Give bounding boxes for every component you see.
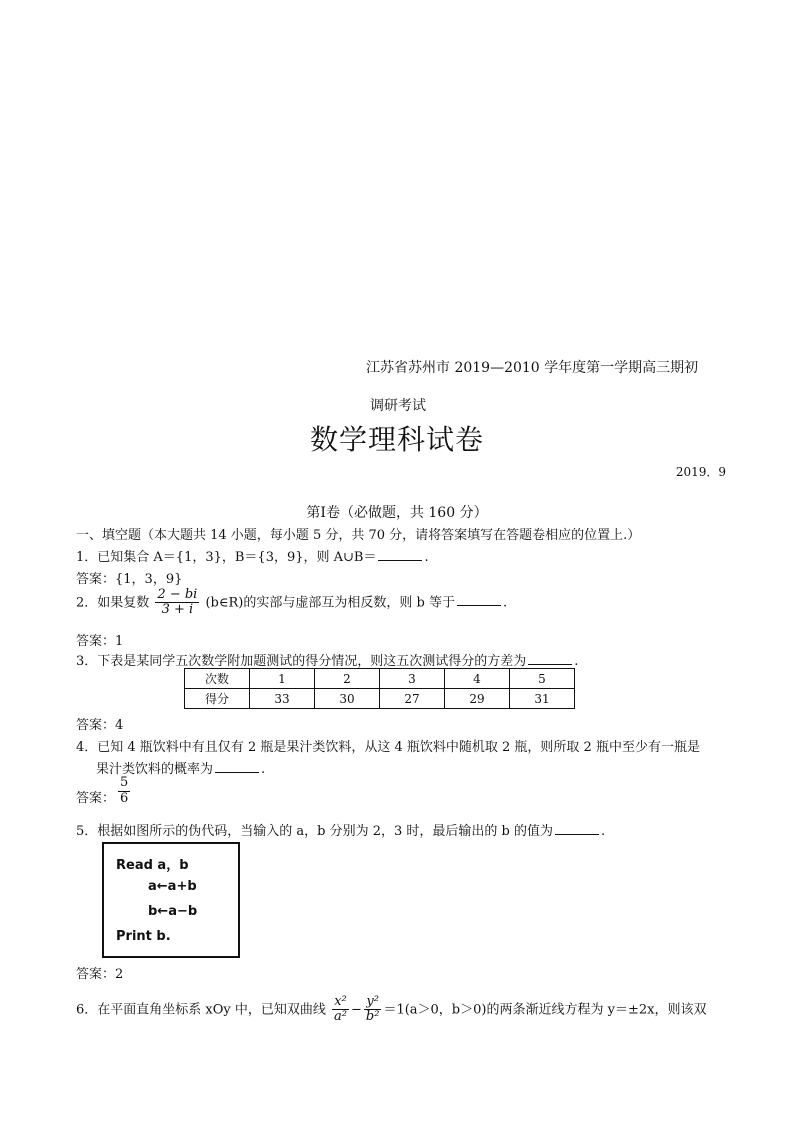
question-end: . <box>574 654 579 669</box>
question-4-answer-label: 答案： <box>76 791 116 806</box>
pseudocode-line: a←a+b <box>148 879 197 894</box>
answer-blank <box>528 652 572 665</box>
question-1-text: 1．已知集合 A＝{1，3}，B＝{3，9}，则 A∪B＝ <box>76 550 377 565</box>
hyperbola-y-fraction <box>364 995 382 1025</box>
question-2 <box>76 588 507 618</box>
fraction-numerator: 5 <box>120 775 129 790</box>
table-cell: 2 <box>315 669 380 689</box>
table-cell: 得分 <box>185 689 250 709</box>
question-end: . <box>261 762 266 777</box>
fraction-numerator: 2 − bi <box>157 587 198 602</box>
exam-header-line2: 调研考试 <box>370 398 426 414</box>
table-cell: 5 <box>510 669 575 689</box>
question-4-line2-text: 果汁类饮料的概率为 <box>96 762 214 777</box>
fraction-numerator: y² <box>364 995 382 1010</box>
table-cell: 次数 <box>185 669 250 689</box>
fraction-denominator: 3 + i <box>161 602 194 618</box>
question-5-text: 5．根据如图所示的伪代码，当输入的 a，b 分别为 2，3 时，最后输出的 b 的值为 <box>76 824 554 839</box>
pseudocode-box <box>102 842 240 958</box>
fraction-denominator: a² <box>334 1009 347 1025</box>
answer-blank <box>555 822 599 835</box>
question-end: . <box>502 595 508 611</box>
answer-blank <box>215 760 259 773</box>
pseudocode-line: Print b. <box>116 929 171 944</box>
table-cell: 27 <box>380 689 445 709</box>
hyperbola-x-fraction <box>332 995 349 1025</box>
question-end: . <box>424 550 429 565</box>
question-2-suffix: (b∈R)的实部与虚部互为相反数，则 b 等于 <box>205 595 455 611</box>
question-end: . <box>601 824 606 839</box>
fraction-denominator: b² <box>365 1009 380 1025</box>
exam-date: 2019．9 <box>675 465 726 479</box>
question-6-suffix: ＝1(a＞0，b＞0)的两条渐近线方程为 y＝±2x，则该双 <box>383 1002 707 1018</box>
question-5-answer: 答案：2 <box>76 967 124 982</box>
exam-header-line1: 江苏省苏州市 2019—2010 学年度第一学期高三期初 <box>366 360 699 376</box>
question-4-line1: 4．已知 4 瓶饮料中有且仅有 2 瓶是果汁类饮料，从这 4 瓶饮料中随机取 2 瓶，则所取 2 瓶中至少有一瓶是 <box>76 740 700 755</box>
question-2-prefix: 2．如果复数 <box>76 595 150 611</box>
question-5 <box>76 820 605 839</box>
table-row <box>185 689 575 709</box>
question-1-answer: 答案：{1，3，9} <box>76 572 183 587</box>
table-cell: 31 <box>510 689 575 709</box>
table-cell: 1 <box>250 669 315 689</box>
score-table <box>184 668 575 709</box>
table-cell: 3 <box>380 669 445 689</box>
question-6-prefix: 6．在平面直角坐标系 xOy 中，已知双曲线 <box>76 1002 326 1018</box>
instructions: 一、填空题（本大题共 14 小题，每小题 5 分，共 70 分，请将答案填写在答题卷相应的位置上.） <box>76 528 641 543</box>
fraction-denominator: 6 <box>120 790 129 806</box>
answer-blank <box>457 593 501 606</box>
fraction-numerator: x² <box>332 995 349 1010</box>
table-cell: 33 <box>250 689 315 709</box>
question-6 <box>76 995 706 1025</box>
table-cell: 30 <box>315 689 380 709</box>
question-3-text: 3．下表是某同学五次数学附加题测试的得分情况，则这五次测试得分的方差为 <box>76 654 527 669</box>
table-cell: 4 <box>445 669 510 689</box>
table-row <box>185 669 575 689</box>
minus-sign: − <box>350 1002 362 1018</box>
question-2-answer: 答案：1 <box>76 634 124 649</box>
complex-fraction <box>155 588 199 618</box>
pseudocode-line: Read a，b <box>116 858 189 873</box>
page-title: 数学理科试卷 <box>309 423 484 456</box>
section-title: 第Ⅰ卷（必做题，共 160 分） <box>306 505 488 521</box>
question-3 <box>76 650 578 669</box>
question-3-answer: 答案：4 <box>76 718 124 733</box>
question-1 <box>76 546 429 565</box>
answer-blank <box>378 548 422 561</box>
pseudocode-line: b←a−b <box>148 904 198 919</box>
question-4-answer-fraction <box>118 776 130 807</box>
table-cell: 29 <box>445 689 510 709</box>
